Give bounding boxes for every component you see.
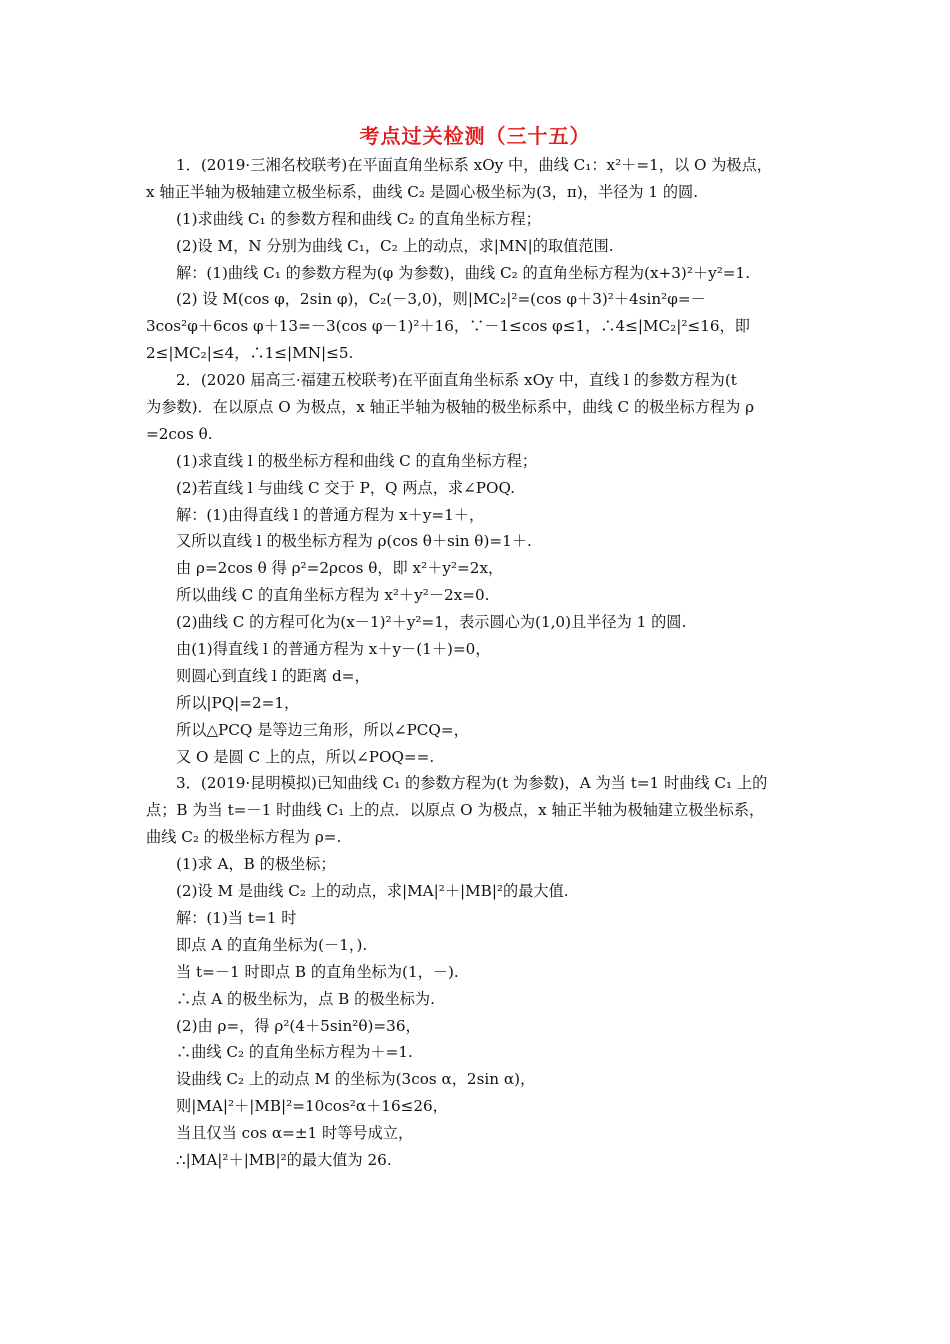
text-line: ∴曲线 C₂ 的直角坐标方程为＋=1.	[176, 1043, 413, 1062]
text-line: ∴点 A 的极坐标为，点 B 的极坐标为.	[176, 989, 435, 1008]
text-line: (2)由 ρ=，得 ρ²(4＋5sin²θ)=36，	[176, 1016, 421, 1035]
text-line: (2) 设 M(cos φ，2sin φ)，C₂(－3,0)，则|MC₂|²=(cos φ＋3)²＋4sin²φ=－	[176, 290, 706, 309]
text-line: 又 O 是圆 C 上的点，所以∠POQ==.	[176, 747, 435, 766]
text-line: 3．(2019·昆明模拟)已知曲线 C₁ 的参数方程为(t 为参数)，A 为当 t=1 时曲线 C₁ 上的	[176, 774, 768, 793]
document-body	[146, 152, 811, 1174]
text-line: 为参数)．在以原点 O 为极点，x 轴正半轴为极轴的极坐标系中，曲线 C 的极坐标方程为 ρ	[146, 398, 755, 417]
text-line: 2≤|MC₂|≤4，∴1≤|MN|≤5.	[146, 344, 354, 363]
page-title: 考点过关检测（三十五）	[359, 124, 591, 148]
text-line: 设曲线 C₂ 上的动点 M 的坐标为(3cos α，2sin α)，	[176, 1070, 536, 1089]
text-line: 则|MA|²＋|MB|²=10cos²α＋16≤26，	[176, 1097, 448, 1116]
text-line: 所以△PCQ 是等边三角形，所以∠PCQ=，	[176, 720, 469, 739]
text-line: 当 t=－1 时即点 B 的直角坐标为(1，－).	[176, 962, 459, 981]
text-line: (2)设 M 是曲线 C₂ 上的动点，求|MA|²＋|MB|²的最大值.	[176, 882, 569, 901]
text-line: 解：(1)曲线 C₁ 的参数方程为(φ 为参数)，曲线 C₂ 的直角坐标方程为(x+3)²＋y²=1.	[176, 263, 751, 282]
text-line: 2．(2020 届高三·福建五校联考)在平面直角坐标系 xOy 中，直线 l 的参数方程为(t	[176, 371, 737, 390]
text-line: 由(1)得直线 l 的普通方程为 x＋y－(1＋)=0，	[176, 640, 491, 659]
text-line: 所以|PQ|=2=1，	[176, 693, 300, 712]
text-line: 1．(2019·三湘名校联考)在平面直角坐标系 xOy 中，曲线 C₁：x²＋=1，以 O 为极点，	[176, 156, 772, 174]
text-line: 解：(1)当 t=1 时	[176, 908, 297, 927]
text-line: 当且仅当 cos α=±1 时等号成立，	[176, 1124, 414, 1143]
text-line: 3cos²φ＋6cos φ＋13=－3(cos φ－1)²＋16，∵－1≤cos φ≤1，∴4≤|MC₂|²≤16，即	[146, 317, 750, 336]
text-line: 点；B 为当 t=－1 时曲线 C₁ 上的点．以原点 O 为极点，x 轴正半轴为极轴建立极坐标系，	[146, 801, 765, 820]
text-line: (1)求 A，B 的极坐标；	[176, 855, 336, 874]
text-line: =2cos θ.	[146, 424, 213, 443]
text-line: 由 ρ=2cos θ 得 ρ²=2ρcos θ，即 x²＋y²=2x，	[176, 559, 504, 578]
text-line: (2)曲线 C 的方程可化为(x－1)²＋y²=1，表示圆心为(1,0)且半径为 1 的圆.	[176, 613, 687, 632]
text-line: (1)求曲线 C₁ 的参数方程和曲线 C₂ 的直角坐标方程；	[176, 209, 541, 228]
text-line: 曲线 C₂ 的极坐标方程为 ρ=.	[146, 828, 342, 847]
text-line: 所以曲线 C 的直角坐标方程为 x²＋y²－2x=0.	[176, 586, 490, 605]
text-line: (1)求直线 l 的极坐标方程和曲线 C 的直角坐标方程；	[176, 451, 538, 470]
text-line: (2)设 M，N 分别为曲线 C₁，C₂ 上的动点，求|MN|的取值范围.	[176, 236, 614, 255]
text-line: 又所以直线 l 的极坐标方程为 ρ(cos θ＋sin θ)=1＋.	[176, 532, 532, 551]
text-line: 则圆心到直线 l 的距离 d=，	[176, 666, 370, 685]
text-line: ∴|MA|²＋|MB|²的最大值为 26.	[176, 1150, 392, 1169]
text-line: x 轴正半轴为极轴建立极坐标系，曲线 C₂ 是圆心极坐标为(3，π)，半径为 1 的圆.	[146, 182, 699, 201]
text-line: (2)若直线 l 与曲线 C 交于 P，Q 两点，求∠POQ.	[176, 478, 515, 497]
text-line: 即点 A 的直角坐标为(－1，).	[176, 935, 368, 954]
text-line: 解：(1)由得直线 l 的普通方程为 x＋y=1＋，	[176, 505, 485, 524]
